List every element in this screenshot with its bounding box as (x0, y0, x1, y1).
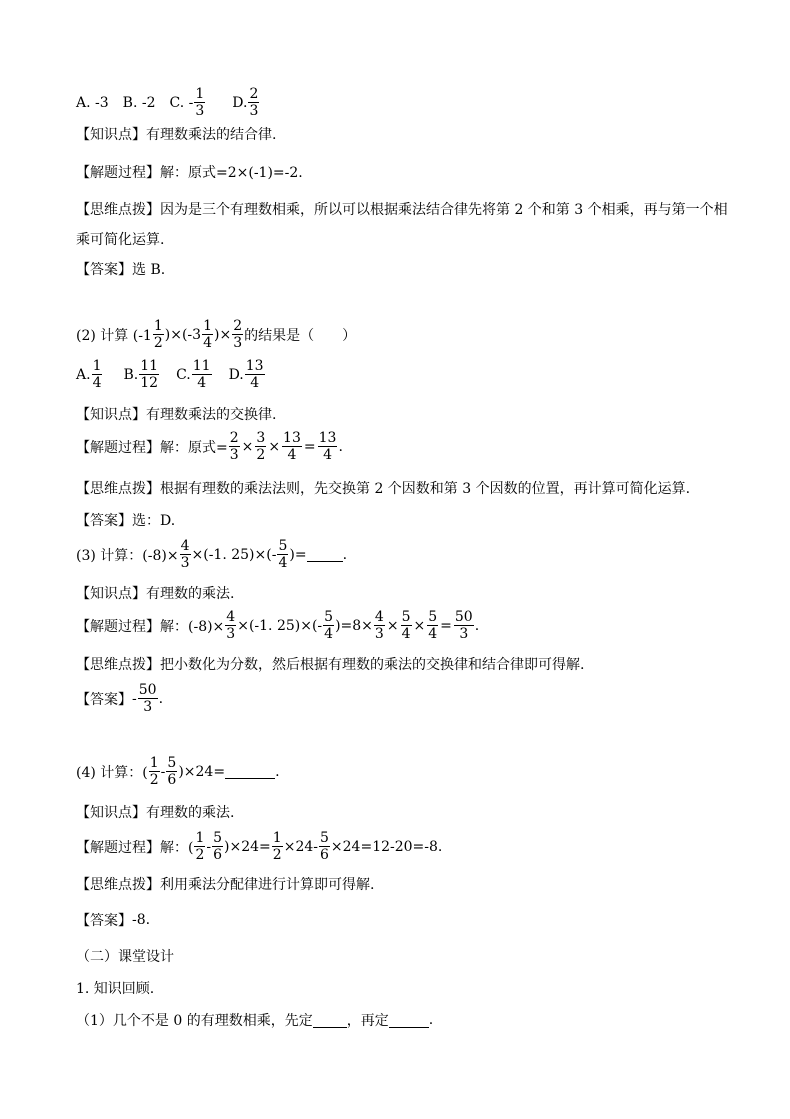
q4-stem-fraction-2: $\frac{5}{6}$ (167, 755, 177, 788)
knowledge-text: 有理数的乘法. (146, 805, 235, 821)
q2-options (76, 358, 266, 391)
knowledge-text: 有理数乘法的结合律. (146, 127, 277, 143)
q2-answer (76, 510, 175, 530)
knowledge-label: 【知识点】 (76, 805, 146, 821)
answer-text: -8. (132, 912, 151, 928)
section-heading-text: （二）课堂设计 (76, 949, 174, 965)
q1-option-b: B. -2 (122, 94, 156, 111)
hint-text: 利用乘法分配律进行计算即可得解. (160, 877, 375, 893)
times-sign: × (413, 617, 426, 634)
q2-process-fraction-3: $\frac{13}{4}$ (283, 430, 301, 463)
equals-sign: = (440, 617, 452, 634)
q4-stem (76, 755, 280, 788)
q2-stem-suffix: 的结果是（ ） (244, 327, 357, 344)
q3-answer (76, 682, 163, 715)
q1-hint-line1 (76, 199, 728, 219)
process-prefix: 解：( (160, 839, 194, 856)
answer-end: . (158, 690, 164, 707)
q4-process-fraction-3: $\frac{1}{2}$ (272, 830, 282, 863)
hint-label: 【思维点拨】 (76, 481, 160, 497)
hint-text-continued: 乘可简化运算. (76, 232, 165, 248)
q1-option-c-fraction: $\frac{1}{3}$ (195, 86, 205, 119)
q3-process-fraction-1: $\frac{4}{3}$ (226, 609, 236, 642)
q3-process-fraction-4: $\frac{5}{4}$ (401, 609, 411, 642)
equals-sign: = (303, 438, 316, 455)
q4-knowledge (76, 802, 234, 822)
process-mid-1: )×24= (224, 838, 271, 855)
q4-hint (76, 874, 374, 894)
process-label: 【解题过程】 (76, 165, 160, 181)
process-label: 【解题过程】 (76, 618, 160, 635)
q3-stem-end: . (342, 546, 348, 563)
process-prefix: 解：原式= (160, 439, 228, 456)
minus-sign: - (160, 763, 166, 780)
process-end: ×24=12-20=-8. (330, 838, 443, 855)
q3-stem-prefix: (3) 计算：(-8)× (76, 547, 179, 564)
answer-text: 选：D. (132, 513, 176, 529)
item-1-1-prefix: （1）几个不是 0 的有理数相乘，先定 (76, 1013, 313, 1029)
answer-label: 【答案】 (76, 513, 132, 529)
q1-process (76, 162, 303, 182)
q2-stem-mid-2: )× (213, 326, 232, 343)
q3-process (76, 609, 479, 642)
answer-prefix: - (132, 690, 137, 707)
item-1-1-blank-2[interactable] (389, 1013, 429, 1028)
process-end: . (474, 617, 480, 634)
q2-knowledge (76, 404, 276, 424)
q2-option-b-fraction: $\frac{11}{12}$ (140, 358, 159, 391)
times-sign: × (268, 438, 281, 455)
q1-hint-line2 (76, 229, 164, 249)
process-end: . (338, 438, 343, 455)
section-item-1-text: 1. 知识回顾. (76, 981, 155, 997)
q2-hint (76, 478, 690, 498)
q1-option-d-prefix: D. (232, 94, 248, 111)
process-label: 【解题过程】 (76, 439, 160, 456)
process-mid-2: )=8× (335, 617, 373, 634)
q3-stem-mid: ×(-1. 25)×(- (191, 546, 277, 563)
q2-process-fraction-4: $\frac{13}{4}$ (318, 430, 337, 463)
q2-option-a-label: A. (76, 366, 91, 383)
q3-process-fraction-6: $\frac{50}{3}$ (454, 609, 473, 642)
q2-process (76, 430, 343, 463)
section-item-1-1 (76, 1010, 433, 1030)
q2-option-c-label: C. (176, 366, 191, 383)
q4-stem-suffix: )×24= (178, 763, 226, 780)
q1-option-a: A. -3 (76, 94, 109, 111)
q4-process-fraction-2: $\frac{5}{6}$ (213, 830, 223, 863)
q3-stem (76, 538, 347, 571)
item-1-1-end: . (428, 1012, 434, 1028)
answer-label: 【答案】 (76, 262, 132, 278)
q4-stem-fraction-1: $\frac{1}{2}$ (149, 755, 159, 788)
q1-option-c-prefix: C. - (169, 94, 194, 111)
process-prefix: 解：(-8)× (160, 618, 225, 635)
q2-stem-fraction-1: $\frac{1}{2}$ (153, 318, 163, 351)
knowledge-text: 有理数乘法的交换律. (146, 407, 277, 423)
knowledge-label: 【知识点】 (76, 407, 146, 423)
section-heading (76, 946, 174, 966)
process-label: 【解题过程】 (76, 839, 160, 856)
process-mid-2: ×24- (283, 838, 318, 855)
q2-option-d-label: D. (228, 366, 244, 383)
q2-stem-fraction-3: $\frac{2}{3}$ (233, 318, 243, 351)
q2-stem-fraction-2: $\frac{1}{4}$ (203, 318, 212, 351)
q4-process-fraction-4: $\frac{5}{6}$ (320, 830, 329, 863)
q2-process-fraction-2: $\frac{3}{2}$ (256, 430, 266, 463)
q2-stem-mid-1: )×(-3 (164, 326, 202, 343)
process-text: 解：原式=2×(-1)=-2. (160, 165, 303, 181)
q3-stem-fraction-2: $\frac{5}{4}$ (278, 538, 288, 571)
hint-label: 【思维点拨】 (76, 202, 160, 218)
hint-text: 把小数化为分数，然后根据有理数的乘法的交换律和结合律即可得解. (160, 657, 585, 673)
knowledge-label: 【知识点】 (76, 586, 146, 602)
q3-process-fraction-2: $\frac{5}{4}$ (324, 609, 334, 642)
q2-option-c-fraction: $\frac{11}{4}$ (192, 358, 211, 391)
q4-stem-prefix: (4) 计算：( (76, 764, 148, 781)
hint-text: 因为是三个有理数相乘，所以可以根据乘法结合律先将第 2 个和第 3 个相乘，再与第一个相 (160, 202, 728, 218)
q4-process-fraction-1: $\frac{1}{2}$ (195, 830, 205, 863)
q3-hint (76, 654, 584, 674)
answer-text: 选 B. (132, 262, 166, 278)
q4-answer (76, 910, 150, 930)
item-1-1-mid: ，再定 (346, 1013, 389, 1029)
hint-label: 【思维点拨】 (76, 877, 160, 893)
q4-answer-blank[interactable] (225, 764, 275, 779)
answer-label: 【答案】 (76, 913, 132, 929)
process-mid-1: ×(-1. 25)×(- (237, 617, 323, 634)
q1-answer (76, 259, 165, 279)
q3-knowledge (76, 583, 234, 603)
q2-stem (76, 318, 356, 351)
q4-stem-end: . (275, 763, 280, 780)
q2-option-b-label: B. (123, 366, 139, 383)
q3-process-fraction-5: $\frac{5}{4}$ (428, 609, 438, 642)
q3-answer-blank[interactable] (307, 547, 343, 562)
q3-answer-fraction: $\frac{50}{3}$ (138, 682, 157, 715)
minus-sign: - (206, 838, 212, 855)
q2-option-a-fraction: $\frac{1}{4}$ (92, 358, 102, 391)
q2-stem-prefix: (2) 计算 (-1 (76, 327, 152, 344)
q1-knowledge (76, 124, 276, 144)
section-item-1 (76, 978, 154, 998)
q1-options (76, 86, 260, 119)
knowledge-label: 【知识点】 (76, 127, 146, 143)
answer-label: 【答案】 (76, 691, 132, 708)
times-sign: × (241, 438, 254, 455)
times-sign: × (386, 617, 399, 634)
q2-process-fraction-1: $\frac{2}{3}$ (229, 430, 239, 463)
knowledge-text: 有理数的乘法. (146, 586, 235, 602)
q3-stem-fraction-1: $\frac{4}{3}$ (180, 538, 190, 571)
q4-process (76, 830, 442, 863)
q3-process-fraction-3: $\frac{4}{3}$ (374, 609, 384, 642)
q3-stem-suffix: )= (289, 546, 307, 563)
q2-option-d-fraction: $\frac{13}{4}$ (245, 358, 264, 391)
hint-label: 【思维点拨】 (76, 657, 160, 673)
hint-text: 根据有理数的乘法法则，先交换第 2 个因数和第 3 个因数的位置，再计算可简化运算. (160, 481, 691, 497)
item-1-1-blank-1[interactable] (313, 1013, 347, 1028)
q1-option-d-fraction: $\frac{2}{3}$ (249, 86, 259, 119)
